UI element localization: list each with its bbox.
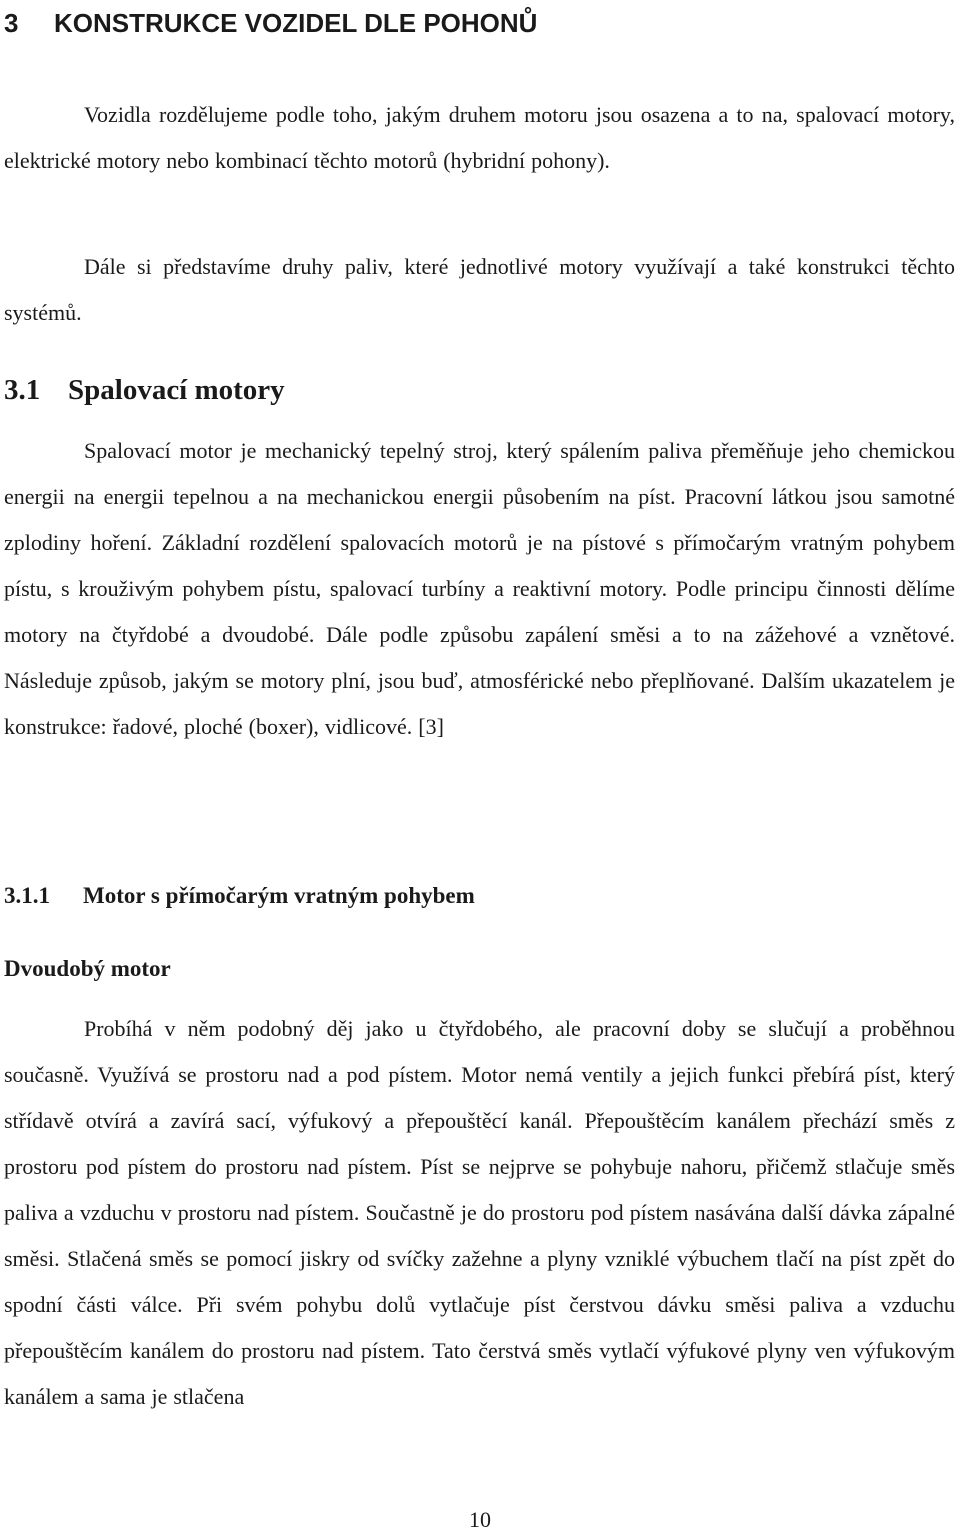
chapter-heading	[4, 6, 537, 40]
subsection-title: Motor s přímočarým vratným pohybem	[83, 883, 475, 908]
section-heading	[4, 372, 285, 408]
chapter-number: 3	[4, 8, 19, 38]
section-title: Spalovací motory	[68, 374, 285, 406]
section-paragraph: Spalovací motor je mechanický tepelný stroj, který spálením paliva přeměňuje jeho chemickou energii na energii tepelnou a na mechanickou energii působením na píst. Pracovní látkou jsou samotné zplodiny hoření. Základní rozdělení spalovacích motorů je na pístové s přímočarým vratným pohybem pístu, s krouživým pohybem pístu, spalovací turbíny a reaktivní motory. Podle principu činnosti dělíme motory na čtyřdobé a dvoudobé. Dále podle způsobu zapálení směsi a to na zážehové a vznětové. Následuje způsob, jakým se motory plní, jsou buď, atmosférické nebo přeplňované. Dalším ukazatelem je konstrukce: řadové, ploché (boxer), vidlicové. [3]	[4, 438, 955, 739]
two-stroke-heading: Dvoudobý motor	[4, 956, 171, 981]
section-number: 3.1	[4, 374, 41, 406]
two-stroke-paragraph: Probíhá v něm podobný děj jako u čtyřdobého, ale pracovní doby se slučují a proběhnou současně. Využívá se prostoru nad a pod pístem. Motor nemá ventily a jejich funkci přebírá píst, který střídavě otvírá a zavírá sací, výfukový a přepouštěcí kanál. Přepouštěcím kanálem přechází směs z prostoru pod pístem do prostoru nad pístem. Píst se nejprve se pohybuje nahoru, přičemž stlačuje směs paliva a vzduchu v prostoru nad pístem. Součastně je do prostoru pod pístem nasávána další dávka zápalné směsi. Stlačená směs se pomocí jiskry od svíčky zažehne a plyny vzniklé výbuchem tlačí na píst zpět do spodní části válce. Při svém pohybu dolů vytlačuje píst čerstvou dávku směsi paliva a vzduchu přepouštěcím kanálem do prostoru nad pístem. Tato čerstvá směs vytlačí výfukové plyny ven výfukovým kanálem a sama je stlačena	[4, 1016, 955, 1409]
page-number: 10	[469, 1507, 491, 1532]
intro-paragraph-1: Vozidla rozdělujeme podle toho, jakým druhem motoru jsou osazena a to na, spalovací motory, elektrické motory nebo kombinací těchto motorů (hybridní pohony).	[4, 102, 955, 173]
subsection-heading	[4, 881, 475, 911]
intro-paragraph-2: Dále si představíme druhy paliv, které jednotlivé motory využívají a také konstrukci těchto systémů.	[4, 254, 955, 325]
subsection-number: 3.1.1	[4, 883, 50, 908]
chapter-title: KONSTRUKCE VOZIDEL DLE POHONŮ	[54, 8, 538, 38]
